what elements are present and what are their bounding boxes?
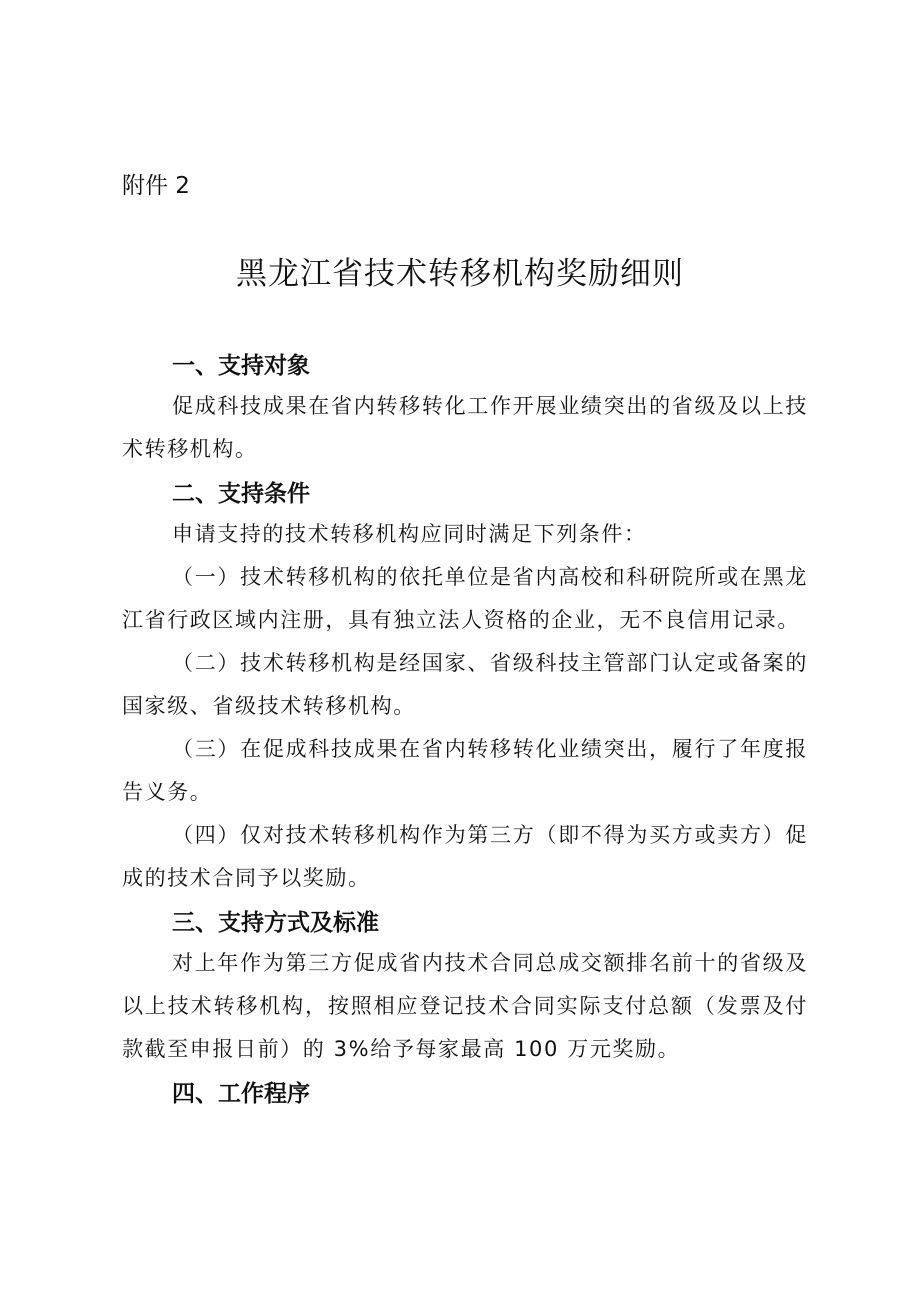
paragraph-support-target: 促成科技成果在省内转移转化工作开展业绩突出的省级及以上技术转移机构。	[122, 394, 808, 461]
section-heading-support-conditions: 二、支持条件	[172, 481, 310, 507]
section-heading-support-method: 三、支持方式及标准	[172, 910, 379, 936]
document-title: 黑龙江省技术转移机构奖励细则	[236, 256, 684, 292]
section-heading-support-target: 一、支持对象	[172, 353, 310, 379]
attachment-label: 附件 2	[122, 173, 190, 199]
paragraph-condition-3: （三）在促成科技成果在省内转移转化业绩突出，履行了年度报告义务。	[122, 737, 808, 804]
section-heading-work-procedure: 四、工作程序	[172, 1081, 310, 1107]
paragraph-condition-4: （四）仅对技术转移机构作为第三方（即不得为买方或卖方）促成的技术合同予以奖励。	[122, 823, 808, 890]
paragraph-condition-2: （二）技术转移机构是经国家、省级科技主管部门认定或备案的国家级、省级技术转移机构。	[122, 651, 808, 718]
paragraph-conditions-intro: 申请支持的技术转移机构应同时满足下列条件：	[172, 522, 647, 546]
paragraph-support-method: 对上年作为第三方促成省内技术合同总成交额排名前十的省级及以上技术转移机构，按照相应登记技术合同实际支付总额（发票及付款截至申报日前）的 3%给予每家最高 100 万元奖励。	[122, 951, 808, 1061]
paragraph-condition-1: （一）技术转移机构的依托单位是省内高校和科研院所或在黑龙江省行政区域内注册，具有独立法人资格的企业，无不良信用记录。	[122, 565, 808, 632]
